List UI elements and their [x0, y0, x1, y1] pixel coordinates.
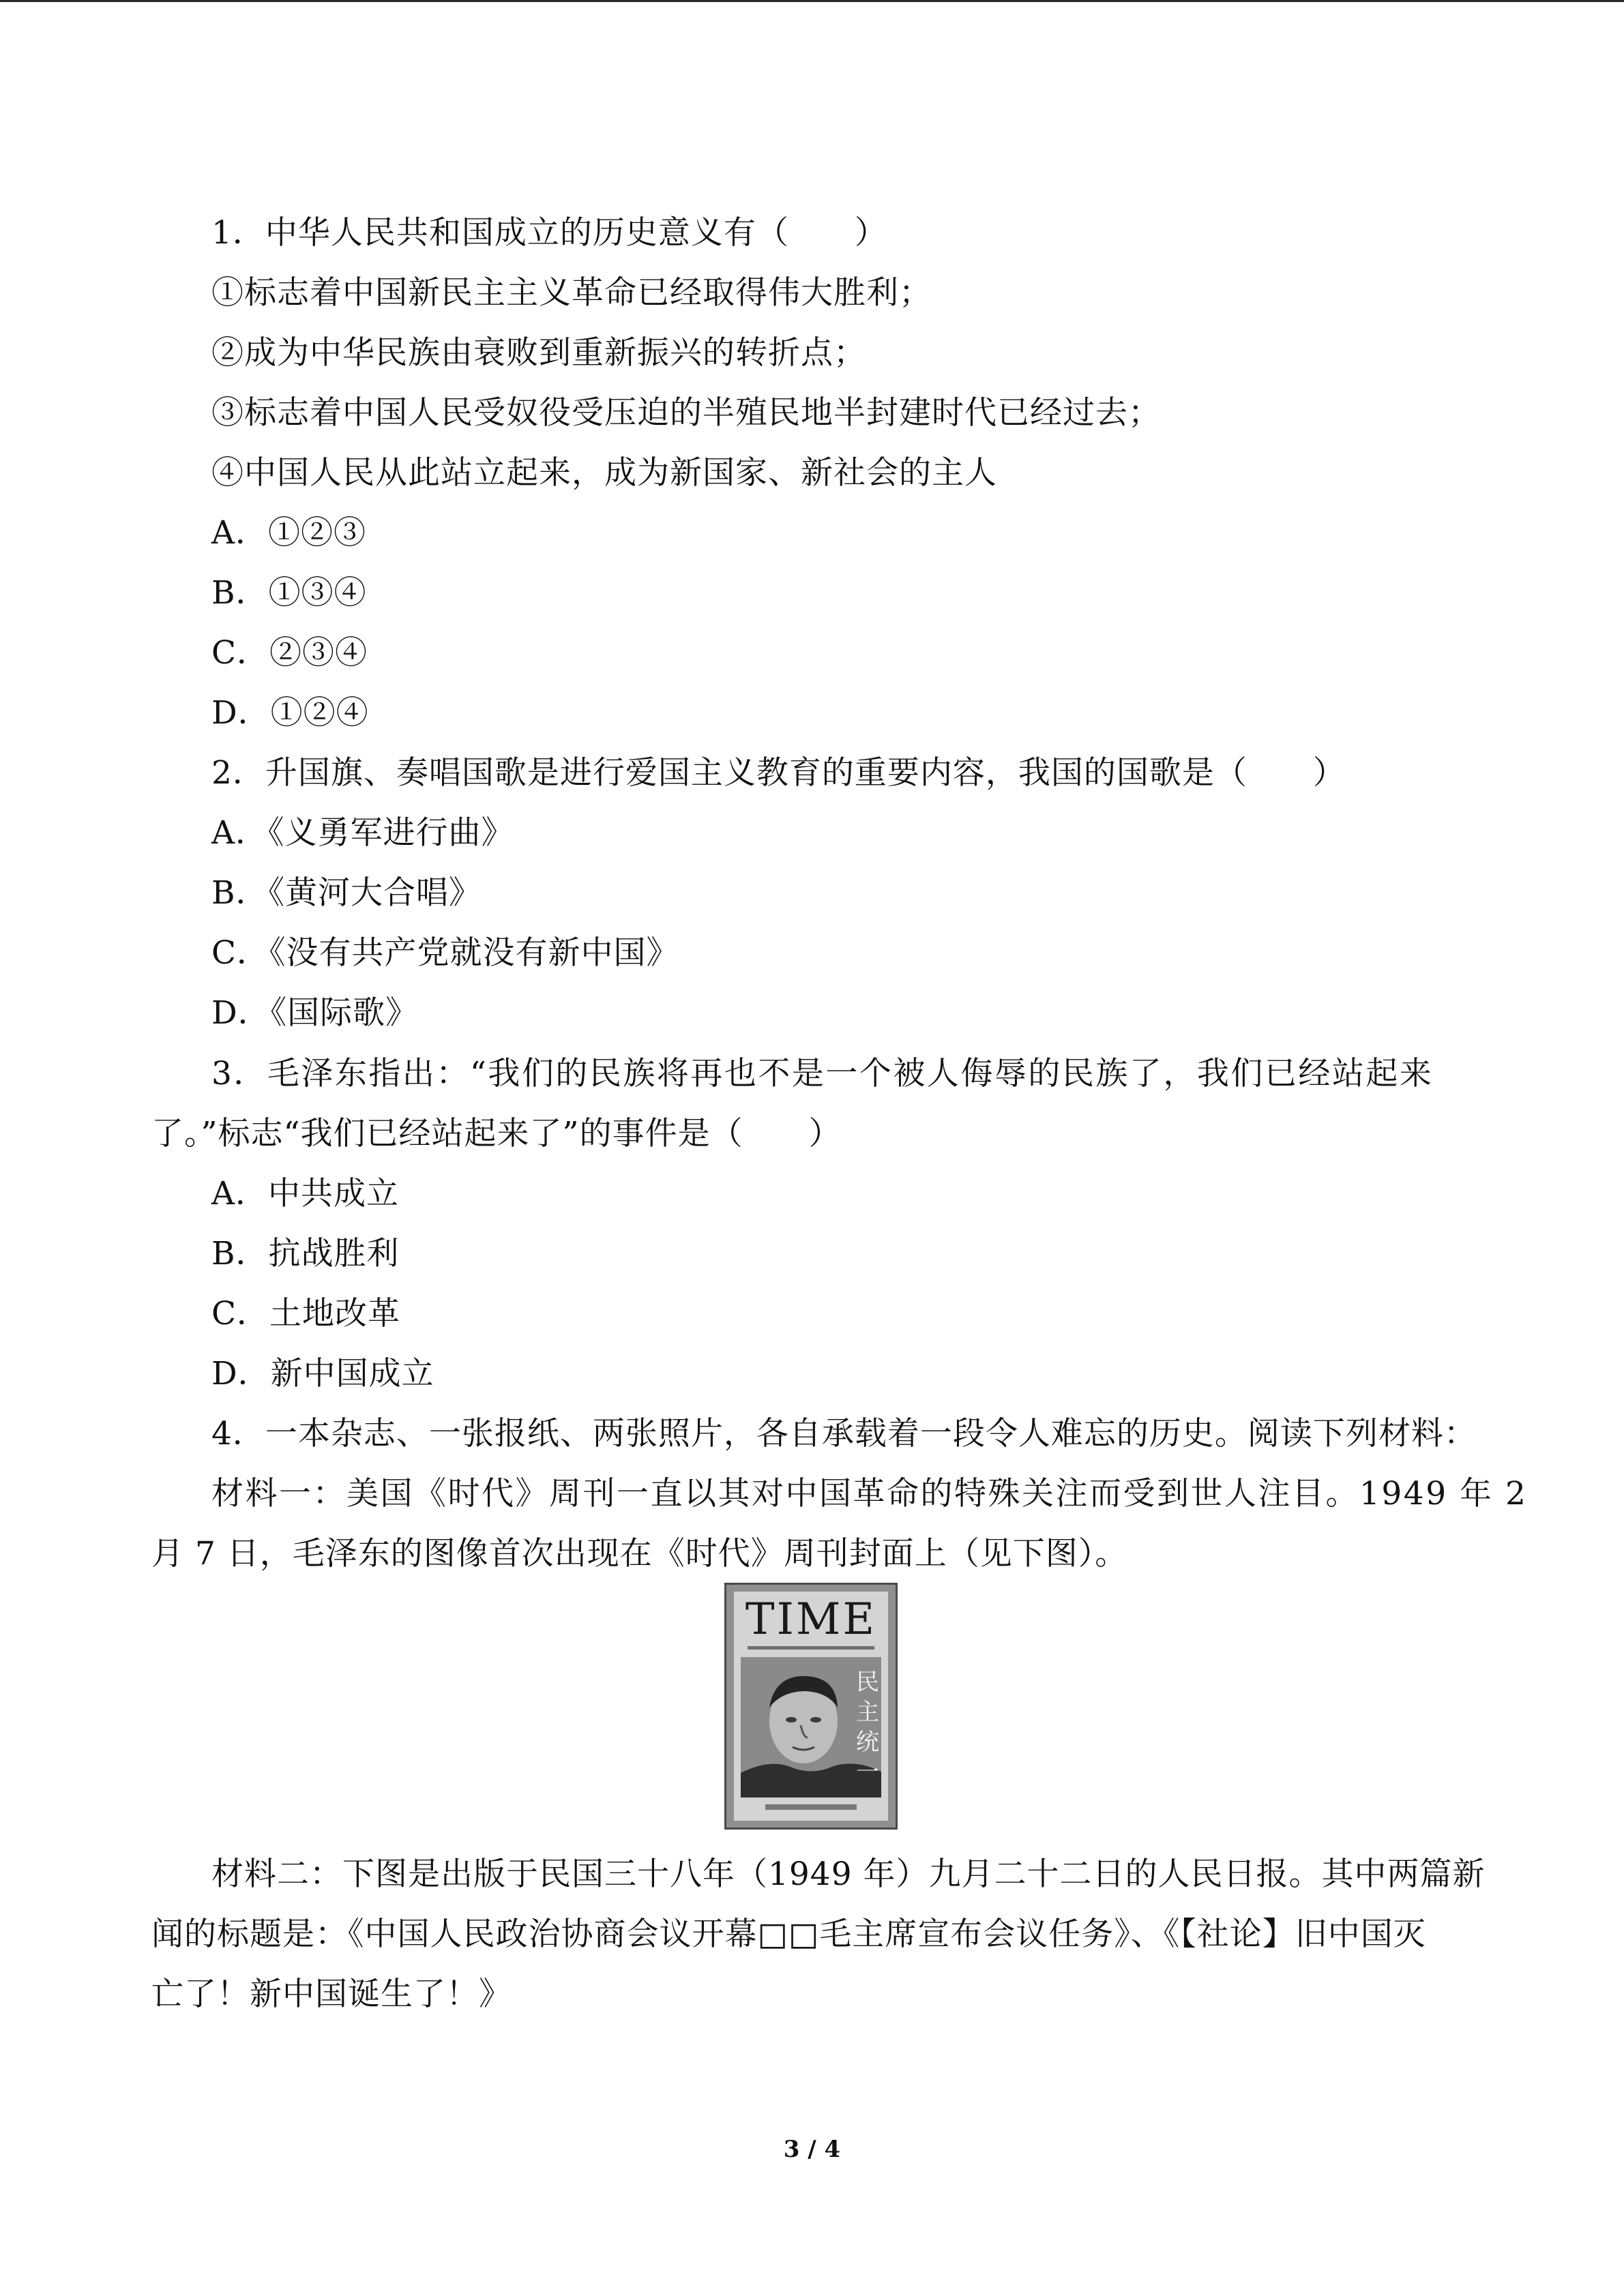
- calligraphy-char-4: 一: [856, 1759, 879, 1786]
- question-3-stem-line-2: 了。”标志“我们已经站起来了”的事件是（ ）: [151, 1115, 842, 1152]
- question-1-option-b: B．①③④: [211, 574, 367, 612]
- question-3-option-c: C．土地改革: [211, 1295, 400, 1332]
- question-1-item-2: ②成为中华民族由衰败到重新振兴的转折点；: [211, 334, 866, 372]
- page-number: 3 / 4: [783, 2136, 841, 2163]
- material-2-line-2: 闻的标题是：《中国人民政治协商会议开幕□□毛主席宣布会议任务》、《【社论】旧中国灭: [151, 1915, 1426, 1953]
- calligraphy-char-3: 统: [856, 1729, 879, 1756]
- masthead-subline: [748, 1646, 874, 1650]
- portrait-illustration: [741, 1657, 881, 1798]
- cover-caption-bar: [765, 1804, 857, 1810]
- question-1-option-c: C．②③④: [211, 634, 368, 672]
- question-2-option-b: B．《黄河大合唱》: [211, 874, 482, 912]
- question-3-option-a: A．中共成立: [211, 1175, 399, 1212]
- question-1-option-d: D．①②④: [211, 694, 369, 732]
- material-2-line-1: 材料二：下图是出版于民国三十八年（1949 年）九月二十二日的人民日报。其中两篇新: [211, 1855, 1486, 1893]
- question-1-item-3: ③标志着中国人民受奴役受压迫的半殖民地半封建时代已经过去；: [211, 394, 1161, 432]
- time-magazine-cover-image: [724, 1583, 898, 1830]
- question-2-stem: 2．升国旗、奏唱国歌是进行爱国主义教育的重要内容，我国的国歌是（ ）: [211, 754, 1346, 792]
- material-2-line-3: 亡了！新中国诞生了！》: [151, 1976, 512, 2013]
- question-1-item-1: ①标志着中国新民主主义革命已经取得伟大胜利；: [211, 274, 932, 312]
- question-1-item-4: ④中国人民从此站立起来，成为新国家、新社会的主人: [211, 454, 997, 492]
- calligraphy-char-1: 民: [856, 1669, 879, 1696]
- question-1-option-a: A．①②③: [211, 514, 366, 552]
- question-1-stem: 1．中华人民共和国成立的历史意义有（ ）: [211, 214, 887, 252]
- material-1-line-2: 月 7 日，毛泽东的图像首次出现在《时代》周刊封面上（见下图）。: [151, 1535, 1128, 1572]
- page-top-border: [0, 0, 1624, 2]
- question-2-option-d: D．《国际歌》: [211, 994, 419, 1032]
- material-1-line-1: 材料一：美国《时代》周刊一直以其对中国革命的特殊关注而受到世人注目。1949 年 2: [211, 1475, 1528, 1512]
- question-2-option-c: C．《没有共产党就没有新中国》: [211, 934, 679, 972]
- question-2-option-a: A．《义勇军进行曲》: [211, 814, 514, 852]
- calligraphy-char-2: 主: [856, 1699, 879, 1726]
- time-masthead: TIME: [745, 1594, 877, 1645]
- question-4-stem: 4．一本杂志、一张报纸、两张照片，各自承载着一段令人难忘的历史。阅读下列材料：: [211, 1415, 1477, 1452]
- question-3-stem-line-1: 3．毛泽东指出：“我们的民族将再也不是一个被人侮辱的民族了，我们已经站起来: [211, 1055, 1434, 1092]
- question-3-option-d: D．新中国成立: [211, 1355, 434, 1392]
- question-3-option-b: B．抗战胜利: [211, 1235, 400, 1272]
